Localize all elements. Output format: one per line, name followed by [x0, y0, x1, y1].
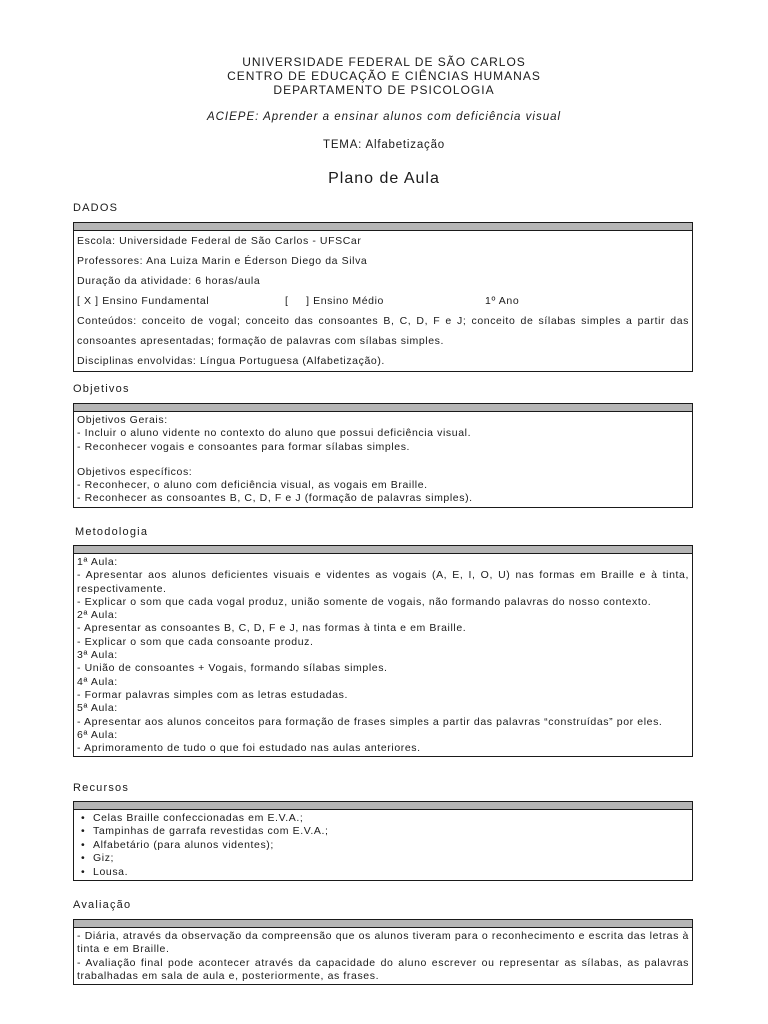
bullet-icon: • [81, 825, 86, 838]
duracao-field: Duração da atividade: 6 horas/aula [77, 275, 261, 287]
objetivos-heading: Objetivos [73, 383, 130, 395]
list-item [77, 825, 689, 838]
objetivo-especifico-item: - Reconhecer as consoantes B, C, D, F e J (formação de palavras simples). [77, 492, 473, 505]
ensino-fundamental-checkbox: [ X ] Ensino Fundamental [77, 295, 210, 307]
tema-title: TEMA: Alfabetização [323, 139, 445, 151]
avaliacao-item: - Diária, através da observação da compreensão que os alunos tiveram para o reconhecimento e escrita das letras à tinta e em Braille. [77, 930, 689, 956]
aula-title: 5ª Aula: [77, 702, 118, 715]
list-item-label: Alfabetário (para alunos videntes); [93, 838, 274, 851]
aula-title: 3ª Aula: [77, 649, 118, 662]
list-item-label: Giz; [93, 852, 115, 865]
objetivos-gerais-title: Objetivos Gerais: [77, 414, 168, 426]
metodologia-item: - Apresentar as consoantes B, C, D, F e J, nas formas à tinta e em Braille. [77, 622, 467, 635]
center-name: CENTRO DE EDUCAÇÃO E CIÊNCIAS HUMANAS [227, 69, 541, 83]
metodologia-item: - União de consoantes + Vogais, formando sílabas simples. [77, 662, 388, 675]
dados-heading: DADOS [73, 202, 119, 214]
objetivos-especificos-title: Objetivos específicos: [77, 465, 193, 478]
conteudos-field: Conteúdos: conceito de vogal; conceito das consoantes B, C, D, F e J; conceito de sílabas simples a partir das consoantes apresentadas; formação de palavras com sílabas simples. [77, 315, 689, 347]
list-item [77, 839, 689, 852]
list-item [77, 812, 689, 825]
bullet-icon: • [81, 812, 86, 824]
escola-field: Escola: Universidade Federal de São Carlos - UFSCar [77, 235, 362, 247]
avaliacao-heading: Avaliação [73, 899, 132, 911]
metodologia-item: - Explicar o som que cada vogal produz, união somente de vogais, não formando palavras do nosso contexto. [77, 595, 652, 608]
list-item-label: Celas Braille confeccionadas em E.V.A.; [93, 812, 304, 824]
bullet-icon: • [81, 838, 86, 851]
metodologia-box [73, 545, 693, 757]
bullet-icon: • [81, 852, 86, 865]
aula-title: 1ª Aula: [77, 556, 118, 568]
university-name: UNIVERSIDADE FEDERAL DE SÃO CARLOS [242, 55, 526, 69]
ano-field: 1º Ano [485, 295, 520, 307]
objetivo-especifico-item: - Reconhecer, o aluno com deficiência visual, as vogais em Braille. [77, 479, 428, 492]
dados-box [73, 222, 693, 372]
list-item-label: Tampinhas de garrafa revestidas com E.V.A.; [93, 825, 329, 838]
objetivos-box [73, 403, 693, 508]
page-title: Plano de Aula [328, 170, 440, 187]
recursos-heading: Recursos [73, 782, 130, 794]
metodologia-heading: Metodologia [75, 526, 149, 538]
recursos-box [73, 801, 693, 881]
objetivo-geral-item: - Incluir o aluno vidente no contexto do aluno que possui deficiência visual. [77, 427, 472, 440]
list-item [77, 852, 689, 865]
section-bar [74, 802, 692, 810]
professores-field: Professores: Ana Luiza Marin e Éderson Diego da Silva [77, 255, 368, 267]
metodologia-item: - Explicar o som que cada consoante produz. [77, 635, 314, 648]
ensino-medio-checkbox: [ ] Ensino Médio [285, 295, 384, 307]
aula-title: 6ª Aula: [77, 728, 118, 741]
acipe-title: ACIEPE: Aprender a ensinar alunos com deficiência visual [206, 111, 562, 123]
list-item [77, 866, 689, 879]
disciplinas-field: Disciplinas envolvidas: Língua Portuguesa (Alfabetização). [77, 355, 385, 367]
department-name: DEPARTAMENTO DE PSICOLOGIA [273, 83, 495, 97]
section-bar [74, 223, 692, 231]
avaliacao-box [73, 919, 693, 985]
section-bar [74, 920, 692, 928]
avaliacao-item: - Avaliação final pode acontecer através da capacidade do aluno escrever ou representar as sílabas, as palavras trabalhadas em sala de aula e, posteriormente, as frases. [77, 956, 689, 982]
objetivo-geral-item: - Reconhecer vogais e consoantes para formar sílabas simples. [77, 440, 411, 453]
metodologia-item: - Apresentar aos alunos deficientes visuais e videntes as vogais (A, E, I, O, U) nas formas em Braille e à tinta, respectivamente. [77, 569, 689, 595]
section-bar [74, 546, 692, 554]
list-item-label: Lousa. [93, 865, 129, 878]
ensino-row [77, 291, 689, 311]
metodologia-item: - Aprimoramento de tudo o que foi estudado nas aulas anteriores. [77, 742, 421, 755]
metodologia-item: - Apresentar aos alunos conceitos para formação de frases simples a partir das palavras “construídas” por eles. [77, 715, 663, 728]
metodologia-item: - Formar palavras simples com as letras estudadas. [77, 688, 349, 701]
section-bar [74, 404, 692, 412]
aula-title: 4ª Aula: [77, 675, 118, 688]
aula-title: 2ª Aula: [77, 609, 118, 622]
bullet-icon: • [81, 865, 86, 878]
